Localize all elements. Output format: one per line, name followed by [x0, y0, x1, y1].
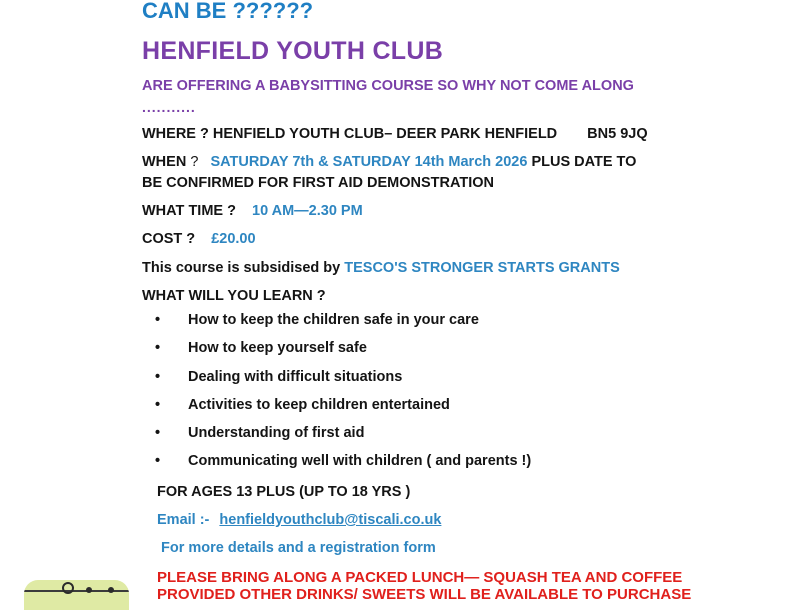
subsidy-line [142, 260, 620, 276]
subsidy-text: This course is subsidised by [142, 260, 345, 276]
ages-line: FOR AGES 13 PLUS (UP TO 18 YRS ) [157, 484, 411, 500]
when-line [142, 154, 636, 170]
logo-decoration [62, 582, 74, 594]
offer-dots: ........... [142, 99, 196, 115]
list-item: • Communicating well with children ( and parents !) [155, 453, 531, 481]
list-item: • How to keep yourself safe [155, 340, 531, 368]
subsidy-grant: TESCO'S STRONGER STARTS GRANTS [344, 260, 620, 276]
page-title: HENFIELD YOUTH CLUB [142, 37, 444, 65]
list-item: • Understanding of first aid [155, 425, 531, 453]
when-dates: SATURDAY 7th & SATURDAY 14th March 2026 [210, 154, 528, 170]
where-postcode: BN5 9JQ [587, 126, 648, 142]
list-item: • How to keep the children safe in your care [155, 312, 531, 340]
when-plus: PLUS DATE TO [531, 154, 637, 170]
when-question: ? [190, 154, 199, 170]
where-line [142, 126, 648, 142]
learn-heading: WHAT WILL YOU LEARN ? [142, 288, 326, 304]
logo-image [24, 580, 129, 610]
logo-dot [86, 587, 92, 593]
email-label: Email :- [157, 512, 214, 528]
learn-list [155, 312, 531, 482]
logo-dot [108, 587, 114, 593]
time-label: WHAT TIME ? [142, 203, 236, 219]
list-item: • Activities to keep children entertained [155, 397, 531, 425]
notice-line-2: PROVIDED OTHER DRINKS/ SWEETS WILL BE AVAILABLE TO PURCHASE [157, 586, 692, 603]
headline-partial: CAN BE ?????? [142, 0, 314, 23]
list-item: • Dealing with difficult situations [155, 369, 531, 397]
notice-line-1: PLEASE BRING ALONG A PACKED LUNCH— SQUASH TEA AND COFFEE [157, 569, 683, 586]
email-link[interactable]: henfieldyouthclub@tiscali.co.uk [219, 512, 442, 528]
where-label: WHERE ? [142, 126, 213, 142]
when-label: WHEN [142, 154, 187, 170]
cost-line [142, 231, 256, 247]
when-line-2: BE CONFIRMED FOR FIRST AID DEMONSTRATION [142, 175, 495, 191]
where-value: HENFIELD YOUTH CLUB– DEER PARK HENFIELD [212, 126, 558, 142]
offer-line: ARE OFFERING A BABYSITTING COURSE SO WHY NOT COME ALONG [142, 78, 634, 94]
time-line [142, 203, 363, 219]
email-line [157, 512, 441, 528]
details-line: For more details and a registration form [161, 540, 436, 556]
cost-label: COST ? [142, 231, 196, 247]
time-value: 10 AM—2.30 PM [252, 203, 363, 219]
cost-value: £20.00 [211, 231, 256, 247]
